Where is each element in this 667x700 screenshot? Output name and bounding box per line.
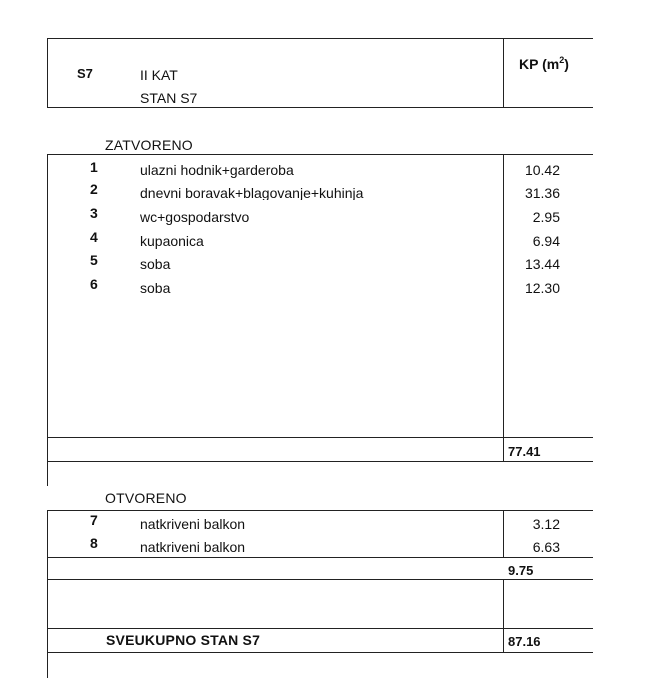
room-number: 3 [90,205,98,221]
open-top-rule [47,510,593,511]
header-left-rule [47,38,48,108]
header-bottom-rule [47,107,593,108]
spacer-left-rule [47,579,48,629]
closed-section-title: ZATVORENO [105,137,193,153]
closed-top-rule [47,154,593,155]
closed-total-top-rule [47,437,593,438]
floor-label: II KAT [140,67,178,83]
room-number: 4 [90,229,98,245]
room-name: ulazni hodnik+garderoba [140,162,294,178]
open-section-title: OTVORENO [105,490,187,506]
room-number: 2 [90,181,98,197]
room-area: 6.94 [532,233,560,249]
room-number: 5 [90,252,98,268]
grand-total-label: SVEUKUPNO STAN S7 [106,632,261,648]
room-name: soba [140,256,171,272]
header-top-rule [47,38,593,39]
spacer-divider-rule [503,579,504,629]
area-column-header: KP $(m^2)$ [519,55,569,72]
room-number: 8 [90,535,98,551]
grand-total-top-rule [47,628,593,629]
unit-code: S7 [77,66,93,81]
grand-total-divider-rule [503,628,504,652]
closed-total-bottom-rule [47,461,593,462]
room-area: 2.95 [532,209,560,225]
room-name: soba [140,280,171,296]
grand-total-value: 87.16 [508,634,541,649]
unit-label: STAN S7 [140,90,198,106]
room-name: kupaonica [140,233,204,249]
closed-total-value: 77.41 [508,444,541,459]
open-left-rule [47,510,48,580]
room-name: wc+gospodarstvo [140,209,250,225]
open-total-value: 9.75 [508,563,534,578]
room-number: 7 [90,512,98,528]
room-area: 10.42 [524,162,560,178]
room-name: natkriveni balkon [140,539,246,555]
open-total-bottom-rule [47,579,593,580]
open-total-top-rule [47,557,593,558]
header-divider-rule [503,38,504,108]
room-name: natkriveni balkon [140,516,246,532]
closed-divider-rule [503,154,504,462]
room-name: dnevni boravak+blagovanje+kuhinja [140,186,364,200]
room-number: 1 [90,159,98,175]
room-area: 13.44 [524,256,560,272]
room-area: 12.30 [524,280,560,296]
room-area: 3.12 [532,516,560,532]
grand-total-bottom-rule [47,652,593,653]
room-number: 6 [90,276,98,292]
room-area: 31.36 [524,185,560,201]
grand-total-left-rule [47,628,48,678]
room-area: 6.63 [532,539,560,555]
